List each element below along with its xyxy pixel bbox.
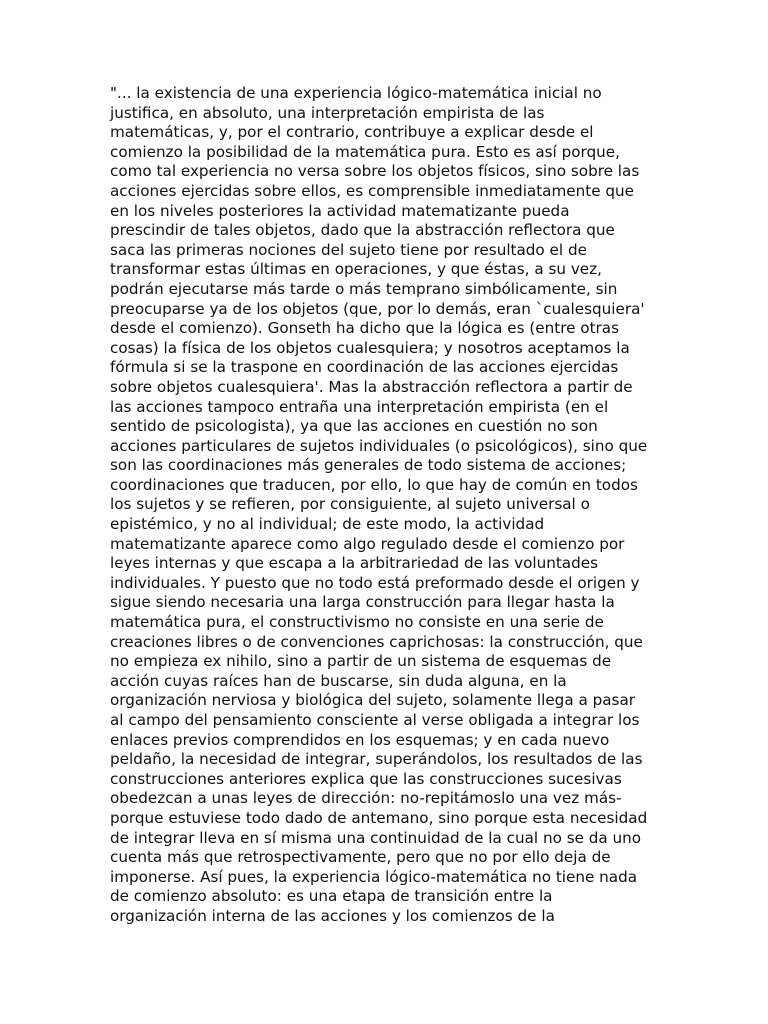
text-line: "... la existencia de una experiencia lógico-matemática inicial no: [110, 84, 602, 102]
text-line: porque estuviese todo dado de antemano, sino porque esta necesidad: [110, 808, 648, 827]
text-line: justifica, en absoluto, una interpretación empirista de las: [110, 103, 545, 122]
text-line: desde el comienzo). Gonseth ha dicho que la lógica es (entre otras: [110, 319, 620, 338]
text-line: en los niveles posteriores la actividad matematizante pueda: [110, 201, 570, 220]
text-line: los sujetos y se refieren, por consiguiente, al sujeto universal o: [110, 495, 590, 514]
text-line: matemáticas, y, por el contrario, contribuye a explicar desde el: [110, 123, 594, 142]
text-line: construcciones anteriores explica que las construcciones sucesivas: [110, 769, 622, 788]
text-line: coordinaciones que traducen, por ello, lo que hay de común en todos: [110, 475, 638, 494]
text-line: transformar estas últimas en operaciones, y que éstas, a su vez,: [110, 260, 602, 279]
text-line: saca las primeras nociones del sujeto tiene por resultado el de: [110, 240, 587, 259]
text-line: peldaño, la necesidad de integrar, superándolos, los resultados de las: [110, 750, 643, 769]
text-line: las acciones tampoco entraña una interpretación empirista (en el: [110, 397, 609, 416]
text-line: cosas) la física de los objetos cualesquiera; y nosotros aceptamos la: [110, 338, 630, 357]
text-line: de integrar lleva en sí misma una continuidad de la cual no se da uno: [110, 828, 642, 847]
text-line: enlaces previos comprendidos en los esquemas; y en cada nuevo: [110, 730, 610, 749]
text-line: matematizante aparece como algo regulado desde el comienzo por: [110, 534, 625, 553]
text-line: obedezcan a unas leyes de dirección: no-repitámoslo una vez más-: [110, 789, 622, 808]
text-line: organización nerviosa y biológica del sujeto, solamente llega a pasar: [110, 691, 635, 710]
text-line: no empieza ex nihilo, sino a partir de un sistema de esquemas de: [110, 652, 612, 671]
text-line: sigue siendo necesaria una larga construcción para llegar hasta la: [110, 593, 615, 612]
text-line: cuenta más que retrospectivamente, pero que no por ello deja de: [110, 848, 611, 867]
text-line: fórmula si se la traspone en coordinación de las acciones ejercidas: [110, 358, 619, 377]
text-line: al campo del pensamiento consciente al verse obligada a integrar los: [110, 711, 640, 729]
text-line: de comienzo absoluto: es una etapa de transición entre la: [110, 887, 553, 906]
text-line: acción cuyas raíces han de buscarse, sin duda alguna, en la: [110, 671, 567, 690]
text-line: son las coordinaciones más generales de todo sistema de acciones;: [110, 456, 627, 475]
document-text-block: [110, 84, 670, 927]
text-line: como tal experiencia no versa sobre los objetos físicos, sino sobre las: [110, 162, 640, 181]
text-line: leyes internas y que escapa a la arbitrariedad de las voluntades: [110, 554, 598, 573]
text-line: podrán ejecutarse más tarde o más temprano simbólicamente, sin: [110, 279, 618, 298]
text-line: creaciones libres o de convenciones caprichosas: la construcción, que: [110, 632, 643, 651]
text-line: preocuparse ya de los objetos (que, por lo demás, eran `cualesquiera': [110, 299, 645, 318]
text-line: comienzo la posibilidad de la matemática pura. Esto es así porque,: [110, 142, 620, 161]
text-line: prescindir de tales objetos, dado que la abstracción reflectora que: [110, 221, 615, 240]
text-line: organización interna de las acciones y los comienzos de la: [110, 906, 555, 925]
text-line: acciones particulares de sujetos individuales (o psicológicos), sino que: [110, 436, 648, 455]
text-line: acciones ejercidas sobre ellos, es comprensible inmediatamente que: [110, 181, 634, 200]
text-line: individuales. Y puesto que no todo está preformado desde el origen y: [110, 573, 640, 592]
text-line: matemática pura, el constructivismo no consiste en una serie de: [110, 613, 604, 632]
text-line: sentido de psicologista), ya que las acciones en cuestión no son: [110, 417, 598, 436]
text-line: sobre objetos cualesquiera'. Mas la abstracción reflectora a partir de: [110, 377, 633, 396]
text-line: imponerse. Así pues, la experiencia lógico-matemática no tiene nada: [110, 867, 638, 886]
text-line: epistémico, y no al individual; de este modo, la actividad: [110, 515, 545, 534]
